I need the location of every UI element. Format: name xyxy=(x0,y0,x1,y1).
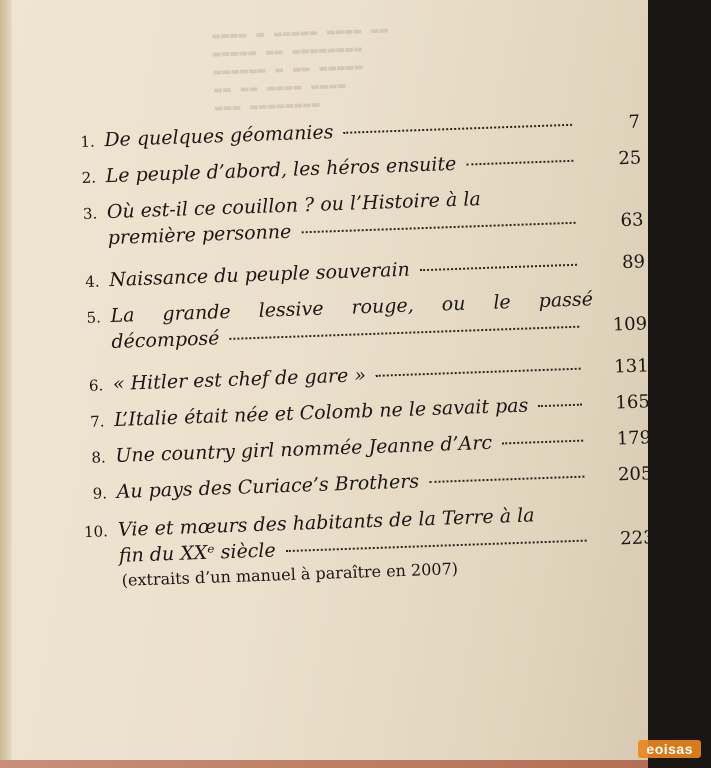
chapter-title-line1: La grande lessive rouge, ou le passé xyxy=(110,288,594,328)
dot-leader xyxy=(343,124,572,134)
chapter-number: 7. xyxy=(89,412,105,431)
page-edge xyxy=(0,0,12,768)
dot-leader xyxy=(466,160,573,166)
chapter-note: (extraits d’un manuel à paraître en 2007) xyxy=(121,559,459,590)
dot-leader xyxy=(301,222,575,234)
dot-leader xyxy=(420,264,577,271)
chapter-number: 5. xyxy=(86,308,102,327)
toc-entry-8 xyxy=(91,426,651,468)
chapter-number: 6. xyxy=(88,376,104,395)
dot-leader xyxy=(376,368,581,377)
page-number: 165 xyxy=(615,391,651,414)
chapter-title-line1: Où est-il ce couillon ? ou l’Histoire à la xyxy=(106,188,482,224)
chapter-number: 10. xyxy=(83,522,109,542)
chapter-number: 3. xyxy=(82,204,98,223)
dot-leader xyxy=(538,404,582,408)
toc-entry-7 xyxy=(90,390,650,432)
chapter-title: « Hitler est chef de gare » xyxy=(112,364,367,396)
page-number: 205 xyxy=(617,463,653,486)
dot-leader xyxy=(429,476,584,483)
chapter-title: Naissance du peuple souverain xyxy=(108,258,411,292)
dot-leader xyxy=(286,540,587,553)
chapter-number: 9. xyxy=(92,484,108,503)
page-number: 25 xyxy=(618,147,642,170)
page-number: 109 xyxy=(612,313,648,336)
chapter-title-line2: première personne xyxy=(107,220,292,250)
chapter-title: Une country girl nommée Jeanne d’Arc xyxy=(115,431,493,467)
page-number: 63 xyxy=(620,209,644,232)
toc-entry-2 xyxy=(81,146,641,188)
chapter-number: 8. xyxy=(91,448,107,467)
chapter-title: Le peuple d’abord, les héros ensuite xyxy=(105,152,457,188)
chapter-number: 1. xyxy=(80,132,96,151)
dot-leader xyxy=(502,440,583,445)
chapter-number: 2. xyxy=(81,168,97,187)
toc-entry-9 xyxy=(92,462,652,504)
cover-edge xyxy=(0,760,648,768)
toc-entry-6 xyxy=(89,354,649,396)
dot-leader xyxy=(229,326,579,340)
chapter-title: De quelques géomanies xyxy=(103,121,334,152)
watermark-logo: eoisas xyxy=(638,740,701,758)
chapter-title-line2: décomposé xyxy=(111,327,220,354)
table-of-contents xyxy=(80,110,656,590)
page-number: 7 xyxy=(628,111,641,133)
page-number: 131 xyxy=(613,355,649,378)
bleed-through-text: ▬▬▬▬ ▬ ▬▬▬▬▬ ▬▬▬▬ ▬▬ ▬▬▬▬▬ ▬▬ ▬▬▬▬▬▬▬▬ ▬▬▬▬▬▬ ▬ ▬▬ ▬▬▬▬▬ ▬▬ ▬▬ ▬▬▬▬ ▬▬▬▬ ▬▬▬ ▬▬▬▬▬▬▬▬ xyxy=(212,22,389,116)
chapter-title: L’Italie était née et Colomb ne le savait pas xyxy=(113,394,529,431)
page-number: 89 xyxy=(621,251,646,274)
page-number: 223 xyxy=(619,527,655,550)
chapter-title-line2: fin du XXᵉ siècle xyxy=(118,539,277,567)
chapter-title: Au pays des Curiace’s Brothers xyxy=(116,470,420,503)
chapter-number: 4. xyxy=(84,272,100,291)
page-number: 179 xyxy=(616,427,652,450)
toc-entry-4 xyxy=(85,250,645,292)
chapter-title-line1: Vie et mœurs des habitants de la Terre à la xyxy=(117,504,535,541)
